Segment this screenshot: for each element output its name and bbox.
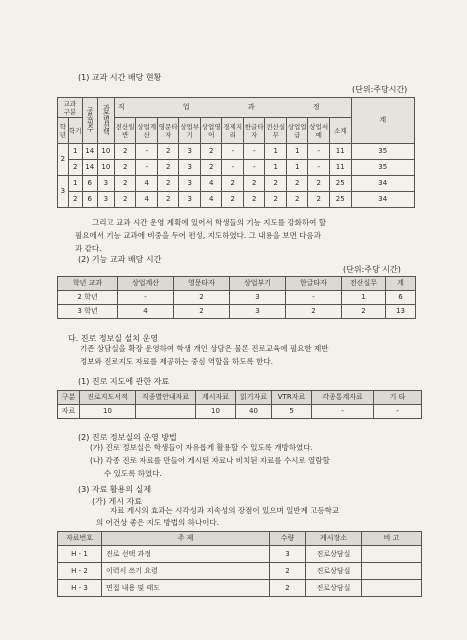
section5-sub: (가) 게시 자료 <box>92 497 142 506</box>
sectionD-title: 다. 진로 정보실 설치 운영 <box>68 334 158 343</box>
value-cell: 2 <box>286 176 308 192</box>
note-cell <box>362 563 422 580</box>
value-cell: 1 <box>286 160 308 176</box>
location-cell: 진로상담실 <box>306 546 362 563</box>
header-cell: 수량 <box>270 532 306 546</box>
value-cell: 3 <box>230 291 286 305</box>
subject-header: 경제지리 <box>222 118 244 144</box>
header-cell: 직종별안내자료 <box>136 391 196 405</box>
table-row <box>58 176 415 192</box>
grade-cell: 3 <box>58 176 69 208</box>
value-cell: - <box>118 291 174 305</box>
qty-cell: 3 <box>270 546 306 563</box>
value-cell: - <box>136 144 158 160</box>
total-cell: 35 <box>351 160 414 176</box>
table-row <box>58 305 416 319</box>
value-cell: 2 <box>114 176 136 192</box>
header-elective: 과목별선택 <box>97 98 114 144</box>
id-cell: H - 1 <box>58 546 102 563</box>
subject-header: 상업부기 <box>179 118 201 144</box>
total-cell: 13 <box>386 305 416 319</box>
subject-header: 소계 <box>329 118 351 144</box>
table-row <box>58 291 416 305</box>
value-cell: 2 <box>157 160 179 176</box>
value-cell: - <box>312 405 374 419</box>
id-cell: H - 2 <box>58 563 102 580</box>
value-cell: 4 <box>136 176 158 192</box>
value-cell: 2 <box>342 305 386 319</box>
section1-para-3: 과 같다. <box>75 244 102 253</box>
section5-para-1: 자료 게시의 효과는 시각성과 지속성의 장점이 있으며 일반계 고등학교 <box>110 506 340 515</box>
header-cell: 한글타자 <box>286 277 342 291</box>
section1-unit: (단위:주당시간) <box>352 85 408 94</box>
value-cell: 1 <box>265 144 287 160</box>
value-cell: - <box>286 291 342 305</box>
subject-header: 영문타자 <box>157 118 179 144</box>
table-row <box>58 192 415 208</box>
value-cell: 2 <box>222 176 244 192</box>
location-cell: 진로상담실 <box>306 580 362 597</box>
header-cell: 주 제 <box>102 532 270 546</box>
value-cell: 2 <box>157 144 179 160</box>
value-cell <box>136 405 196 419</box>
id-cell: H - 3 <box>58 580 102 597</box>
value-cell: 1 <box>342 291 386 305</box>
section4-item-1: (가) 진로 정보실은 학생들이 자유롭게 활용할 수 있도록 개방하였다. <box>90 443 313 452</box>
value-cell: - <box>136 160 158 176</box>
header-division: 교과 구분 <box>58 98 83 118</box>
value-cell: 5 <box>272 405 312 419</box>
value-cell: 1 <box>286 144 308 160</box>
semester-cell: 1 <box>68 144 82 160</box>
value-cell: 3 <box>179 144 201 160</box>
table-subject-hours <box>57 97 415 208</box>
header-cell: 상업계산 <box>118 277 174 291</box>
value-cell: 2 <box>222 192 244 208</box>
value-cell: 2 <box>265 176 287 192</box>
subject-header: 전산일반 <box>114 118 136 144</box>
value-cell: 2 <box>243 176 265 192</box>
value-cell: 3 <box>230 305 286 319</box>
value-cell: 3 <box>179 176 201 192</box>
header-total: 계 <box>351 98 414 144</box>
value-cell: 2 <box>114 144 136 160</box>
header-cell: 영문타자 <box>174 277 230 291</box>
value-cell: 2 <box>174 291 230 305</box>
total-cell: 34 <box>351 176 414 192</box>
common-cell: 6 <box>82 176 97 192</box>
elective-cell: 10 <box>97 144 114 160</box>
header-cell: 자료번호 <box>58 532 102 546</box>
header-cell: 진로지도서적 <box>80 391 136 405</box>
subject-header: 상업계산 <box>136 118 158 144</box>
semester-cell: 2 <box>68 192 82 208</box>
table-skill-hours <box>57 276 416 319</box>
value-cell: 1 <box>265 160 287 176</box>
value-cell: 4 <box>118 305 174 319</box>
value-cell: - <box>243 144 265 160</box>
table-row <box>58 580 422 597</box>
header-cell: 구분 <box>58 391 80 405</box>
section2-title: (2) 기능 교과 배당 시간 <box>78 255 162 264</box>
subject-header: 전산실무 <box>265 118 287 144</box>
value-cell: 2 <box>157 192 179 208</box>
value-cell: 11 <box>329 144 351 160</box>
section4-title: (2) 진로 정보실의 운영 방법 <box>78 433 177 442</box>
header-cell: 계 <box>386 277 416 291</box>
sectionD-para-1: 기존 상담실을 확장 운영하여 학생 개인 상담은 물론 진로교육에 필요한 제반 <box>80 344 329 353</box>
value-cell: 3 <box>179 192 201 208</box>
common-cell: 14 <box>82 144 97 160</box>
header-vocational: 직 업 과 정 <box>114 98 351 118</box>
value-cell: 2 <box>200 144 222 160</box>
table-row <box>58 160 415 176</box>
section1-para-1: 그리고 교과 시간 운영 계획에 있어서 학생들의 기능 지도를 강화하여 할 <box>92 218 326 227</box>
table-row <box>58 563 422 580</box>
value-cell: 25 <box>329 176 351 192</box>
value-cell: 4 <box>136 192 158 208</box>
header-cell: 기 타 <box>374 391 422 405</box>
header-semester: 학기 <box>68 118 82 144</box>
value-cell: - <box>308 160 330 176</box>
value-cell: 40 <box>236 405 272 419</box>
subject-header: 상업영어 <box>200 118 222 144</box>
section1-para-2: 필요에서 기능 교과에 비중을 두어 편성, 지도하였다. 그 내용을 보면 다음과 <box>75 231 321 240</box>
value-cell: 2 <box>114 192 136 208</box>
value-cell: 2 <box>200 160 222 176</box>
table-career-materials <box>57 390 422 419</box>
header-grade: 학년 <box>58 118 69 144</box>
value-cell: 2 <box>286 305 342 319</box>
header-cell: 학년 교과 <box>58 277 118 291</box>
common-cell: 14 <box>82 160 97 176</box>
value-cell: 2 <box>114 160 136 176</box>
section4-item-2b: 수 있도록 하였다. <box>104 469 162 478</box>
table-row <box>58 546 422 563</box>
total-cell: 34 <box>351 192 414 208</box>
table-posted-materials <box>57 531 422 597</box>
topic-cell: 진로 선택 과정 <box>102 546 270 563</box>
header-cell: 읽기자료 <box>236 391 272 405</box>
elective-cell: 3 <box>97 192 114 208</box>
value-cell: 4 <box>200 192 222 208</box>
value-cell: 2 <box>157 176 179 192</box>
section5-para-2: 의 어건상 좋은 지도 방법의 하나이다. <box>96 518 219 527</box>
total-cell: 35 <box>351 144 414 160</box>
semester-cell: 2 <box>68 160 82 176</box>
value-cell: 10 <box>196 405 236 419</box>
grade-cell: 2 <box>58 144 69 176</box>
value-cell: 10 <box>80 405 136 419</box>
header-cell: 상업부기 <box>230 277 286 291</box>
value-cell: - <box>308 144 330 160</box>
header-cell: 게시장소 <box>306 532 362 546</box>
header-cell: 비 고 <box>362 532 422 546</box>
header-common: 공통필수 <box>82 98 97 144</box>
value-cell: 2 <box>265 192 287 208</box>
value-cell: 25 <box>329 192 351 208</box>
table-row <box>58 144 415 160</box>
header-cell: 전산실무 <box>342 277 386 291</box>
grade-cell: 2 학년 <box>58 291 118 305</box>
elective-cell: 3 <box>97 176 114 192</box>
section3-title: (1) 진로 지도에 관한 자료 <box>78 377 170 386</box>
section2-unit: (단위:주당 시간) <box>343 265 401 274</box>
semester-cell: 1 <box>68 176 82 192</box>
subject-header: 상업업급 <box>286 118 308 144</box>
location-cell: 진로상담실 <box>306 563 362 580</box>
header-cell: 각종통계자료 <box>312 391 374 405</box>
section1-title: (1) 교과 시간 배당 현황 <box>78 73 162 82</box>
row-label-cell: 자료 <box>58 405 80 419</box>
value-cell: 4 <box>200 176 222 192</box>
value-cell: 2 <box>308 176 330 192</box>
total-cell: 6 <box>386 291 416 305</box>
qty-cell: 2 <box>270 580 306 597</box>
section5-title: (3) 자료 활용의 실제 <box>78 485 152 494</box>
value-cell: 2 <box>243 192 265 208</box>
section4-item-2: (나) 각종 진로 자료를 만들어 게시된 자료나 비치된 자료를 수시로 열람할 <box>90 456 330 465</box>
value-cell: 11 <box>329 160 351 176</box>
value-cell: - <box>243 160 265 176</box>
value-cell: - <box>222 160 244 176</box>
qty-cell: 2 <box>270 563 306 580</box>
topic-cell: 이력서 쓰기 요령 <box>102 563 270 580</box>
common-cell: 6 <box>82 192 97 208</box>
elective-cell: 10 <box>97 160 114 176</box>
header-cell: VTR자료 <box>272 391 312 405</box>
value-cell: 2 <box>174 305 230 319</box>
value-cell: 2 <box>286 192 308 208</box>
subject-header: 한글타자 <box>243 118 265 144</box>
topic-cell: 면접 내용 및 태도 <box>102 580 270 597</box>
value-cell: 2 <box>308 192 330 208</box>
value-cell: - <box>222 144 244 160</box>
value-cell: - <box>374 405 422 419</box>
sectionD-para-2: 정보와 진로지도 자료를 제공하는 중심 역할을 하도록 한다. <box>80 357 273 366</box>
note-cell <box>362 580 422 597</box>
grade-cell: 3 학년 <box>58 305 118 319</box>
value-cell: 3 <box>179 160 201 176</box>
header-cell: 계시자료 <box>196 391 236 405</box>
table-row <box>58 405 422 419</box>
subject-header: 상업서예 <box>308 118 330 144</box>
note-cell <box>362 546 422 563</box>
